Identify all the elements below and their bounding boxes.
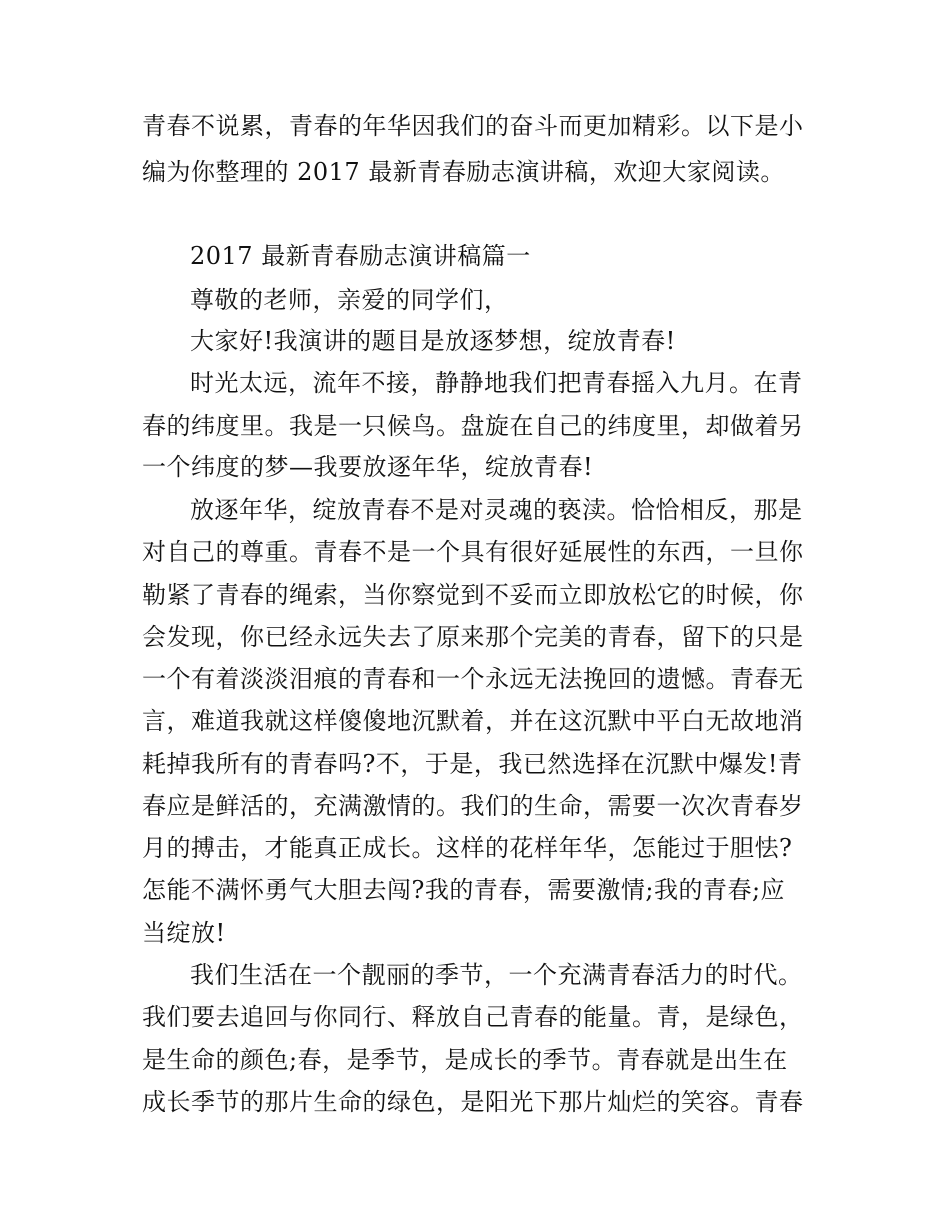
paragraph-3-line-1: 我们生活在一个靓丽的季节，一个充满青春活力的时代。 (190, 961, 803, 989)
paragraph-2-line-8: 春应是鲜活的，充满激情的。我们的生命，需要一次次青春岁 (142, 792, 804, 820)
intro-line-1: 青春不说累，青春的年华因我们的奋斗而更加精彩。以下是小 (142, 112, 804, 140)
paragraph-2-line-4: 会发现，你已经永远失去了原来那个完美的青春，留下的只是 (142, 623, 804, 651)
paragraph-1-line-3: 一个纬度的梦—我要放逐年华，绽放青春! (142, 453, 594, 481)
paragraph-2-line-6: 言，难道我就这样傻傻地沉默着，并在这沉默中平白无故地消 (142, 707, 804, 735)
paragraph-1-line-1: 时光太远，流年不接，静静地我们把青春摇入九月。在青 (190, 369, 803, 397)
paragraph-2-line-9: 月的搏击，才能真正成长。这样的花样年华，怎能过于胆怯? (142, 834, 793, 862)
greeting: 大家好!我演讲的题目是放逐梦想，绽放青春! (190, 327, 676, 355)
paragraph-3-line-2: 我们要去追回与你同行、释放自己青春的能量。青，是绿色， (142, 1003, 804, 1031)
paragraph-3-line-3: 是生命的颜色;春，是季节，是成长的季节。青春就是出生在 (142, 1046, 788, 1074)
intro-line-2: 编为你整理的 2017 最新青春励志演讲稿，欢迎大家阅读。 (142, 158, 785, 186)
paragraph-2-line-1: 放逐年华，绽放青春不是对灵魂的亵渎。恰恰相反，那是 (190, 496, 803, 524)
paragraph-2-line-10: 怎能不满怀勇气大胆去闯?我的青春，需要激情;我的青春;应 (142, 876, 786, 904)
paragraph-3-line-4: 成长季节的那片生命的绿色，是阳光下那片灿烂的笑容。青春 (142, 1088, 804, 1116)
paragraph-2-line-2: 对自己的尊重。青春不是一个具有很好延展性的东西，一旦你 (142, 538, 804, 566)
paragraph-2-line-11: 当绽放! (142, 919, 226, 947)
paragraph-2-line-3: 勒紧了青春的绳索，当你察觉到不妥而立即放松它的时候，你 (142, 581, 804, 609)
section-title: 2017 最新青春励志演讲稿篇一 (190, 242, 531, 270)
paragraph-2-line-5: 一个有着淡淡泪痕的青春和一个永远无法挽回的遗憾。青春无 (142, 665, 804, 693)
salutation: 尊敬的老师，亲爱的同学们， (190, 286, 509, 314)
paragraph-1-line-2: 春的纬度里。我是一只候鸟。盘旋在自己的纬度里，却做着另 (142, 412, 804, 440)
paragraph-2-line-7: 耗掉我所有的青春吗?不，于是，我已然选择在沉默中爆发!青 (142, 750, 803, 778)
